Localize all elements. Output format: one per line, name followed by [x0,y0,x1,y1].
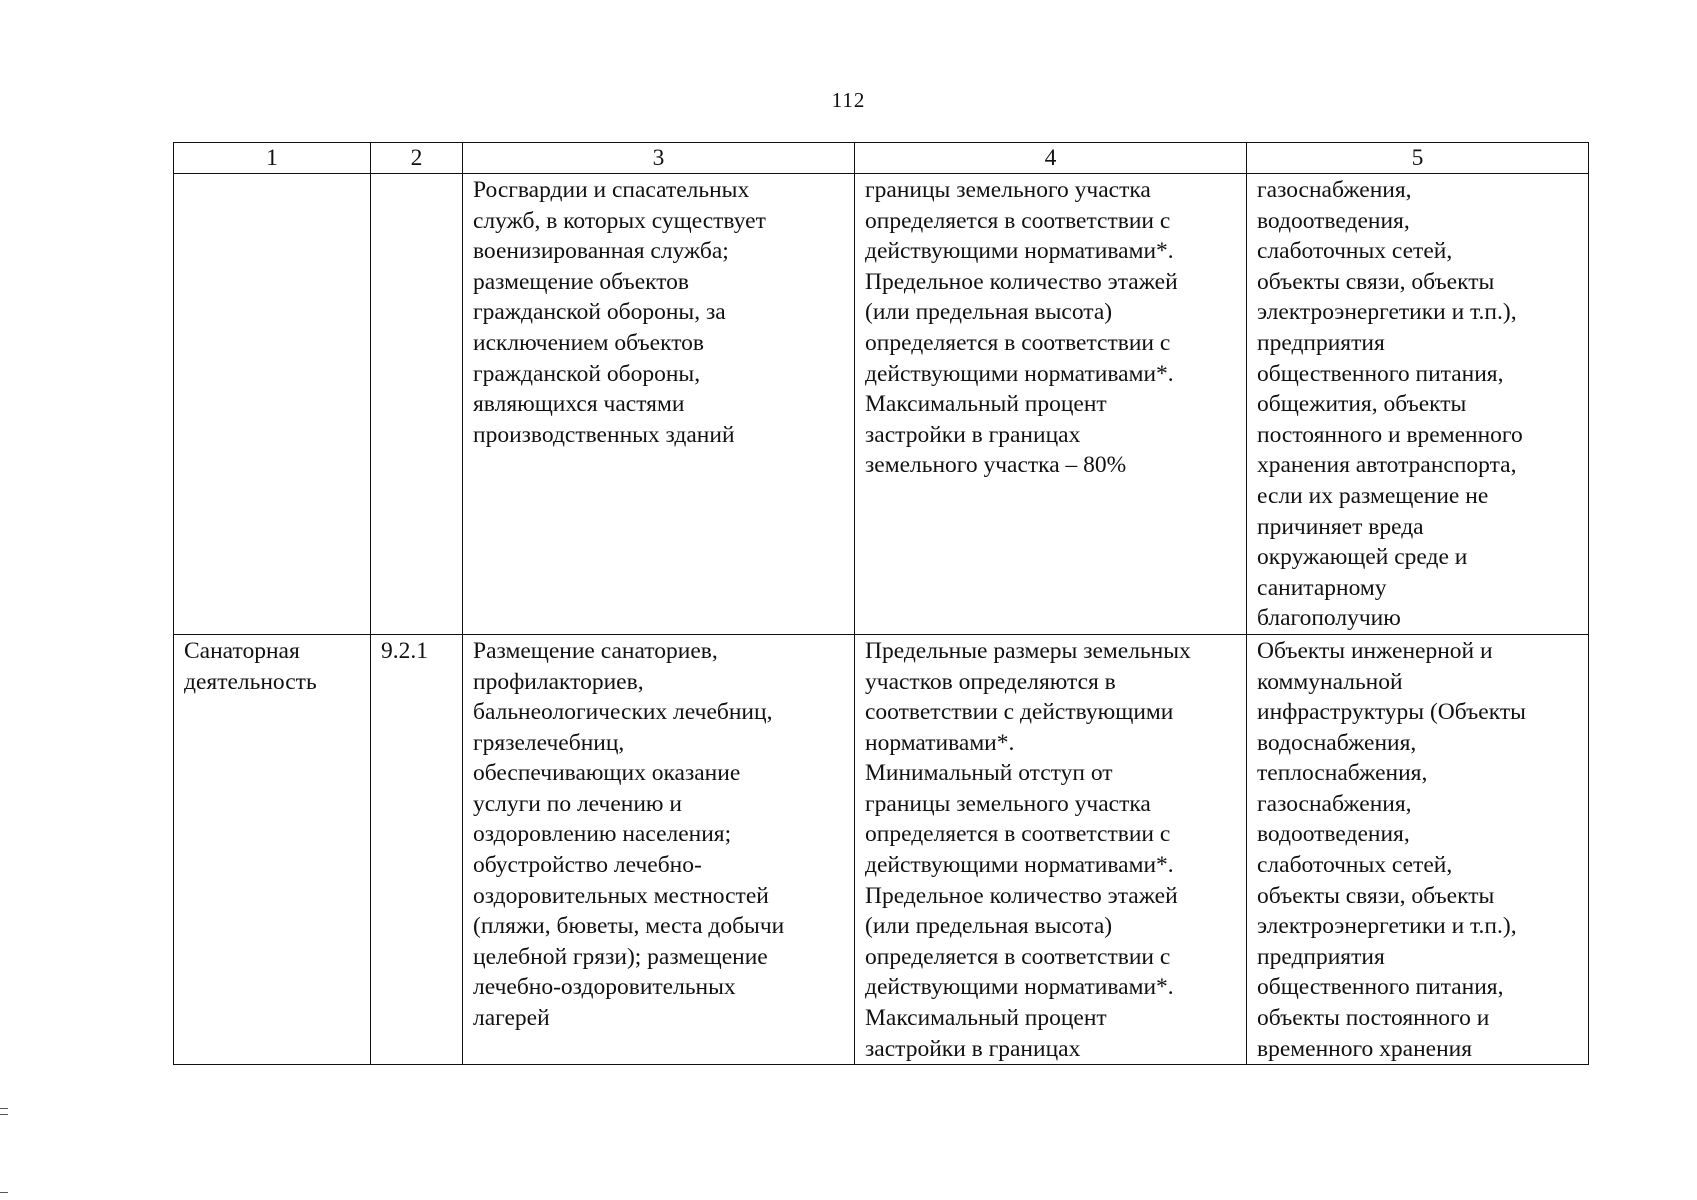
description-cell [463,634,855,1064]
table-row [174,634,1589,1064]
auxiliary-uses-cell [1247,634,1589,1064]
column-number-4: 4 [855,143,1247,174]
column-number-row [174,143,1589,174]
parameters-cell [855,634,1247,1064]
land-use-type-text: Санаторная деятельность [184,637,317,695]
scan-mark [0,1114,8,1115]
land-use-type-cell [174,634,371,1064]
table-row [174,174,1589,635]
parameters-text: границы земельного участка определяется в соответствии с действующими нормативами*. Предельное количество этажей (или предельная высота) определяется в соответствии с действующими нормативами*. Максимальный процент застройки в границах земельного участка – 80% [865,177,1178,479]
land-use-code-cell [371,634,463,1064]
land-use-code-cell [371,174,463,635]
column-number-3: 3 [463,143,855,174]
scan-mark [0,1192,8,1193]
description-text: Росгвардии и спасательных служб, в которых существует военизированная служба; размещение объектов гражданской обороны, за исключением объектов гражданской обороны, являющихся частями производственных зданий [473,177,766,448]
auxiliary-uses-text: газоснабжения, водоотведения, слаботочных сетей, объекты связи, объекты электроэнергетики и т.п.), предприятия общественного питания, общежития, объекты постоянного и временного хранения автотранспорта, если их размещение не причиняет вреда окружающей среде и санитарному благополучию [1257,177,1523,632]
parameters-cell [855,174,1247,635]
column-number-2: 2 [371,143,463,174]
page-number: 112 [831,88,866,112]
auxiliary-uses-text: Объекты инженерной и коммунальной инфраструктуры (Объекты водоснабжения, теплоснабжения, газоснабжения, водоотведения, слаботочных сетей, объекты связи, объекты электроэнергетики и т.п.), предприятия общественного питания, объекты постоянного и временного хранения [1257,637,1526,1062]
parameters-text: Предельные размеры земельных участков определяются в соответствии с действующими нормативами*. Минимальный отступ от границы земельного участка определяется в соответствии с действующими нормативами*. Предельное количество этажей (или предельная высота) определяется в соответствии с действующими нормативами*. Максимальный процент застройки в границах [865,637,1191,1062]
land-use-type-cell [174,174,371,635]
column-number-5: 5 [1247,143,1589,174]
land-use-code-text: 9.2.1 [381,637,428,664]
description-cell [463,174,855,635]
column-number-1: 1 [174,143,371,174]
auxiliary-uses-cell [1247,174,1589,635]
regulations-table [173,142,1589,1065]
scan-mark [0,1108,8,1109]
description-text: Размещение санаториев, профилакториев, бальнеологических лечебниц, грязелечебниц, обеспечивающих оказание услуги по лечению и оздоровлению населения; обустройство лечебно- оздоровительных местностей (пляжи, бюветы, места добычи целебной грязи); размещение лечебно-оздоровительных лагерей [473,637,785,1032]
